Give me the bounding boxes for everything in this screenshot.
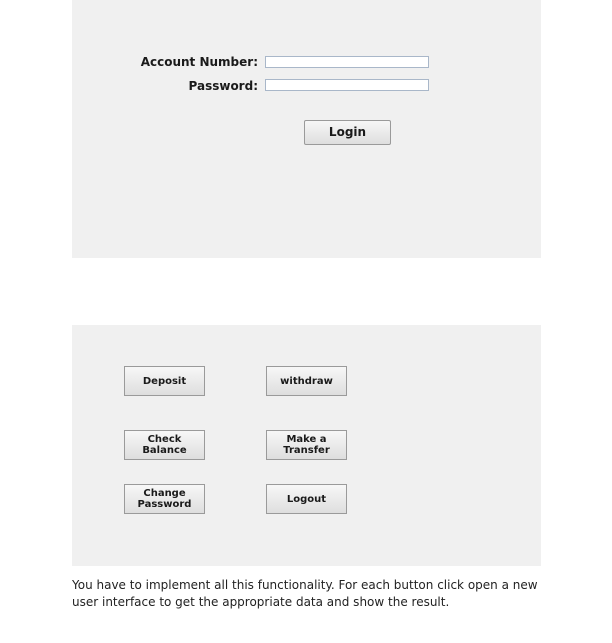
deposit-button[interactable]: Deposit [124, 366, 205, 396]
change-password-button[interactable]: Change Password [124, 484, 205, 514]
login-panel [72, 0, 541, 258]
make-transfer-button[interactable]: Make a Transfer [266, 430, 347, 460]
password-label: Password: [188, 79, 258, 93]
withdraw-button[interactable]: withdraw [266, 366, 347, 396]
check-balance-button[interactable]: Check Balance [124, 430, 205, 460]
logout-button[interactable]: Logout [266, 484, 347, 514]
account-number-label: Account Number: [140, 55, 258, 69]
account-menu-panel [72, 325, 541, 566]
account-number-input[interactable] [265, 56, 429, 68]
instructions-text: You have to implement all this functionality. For each button click open a new user interface to get the appropriate data and show the result. [72, 578, 538, 609]
login-button[interactable]: Login [304, 120, 391, 145]
password-input[interactable] [265, 79, 429, 91]
